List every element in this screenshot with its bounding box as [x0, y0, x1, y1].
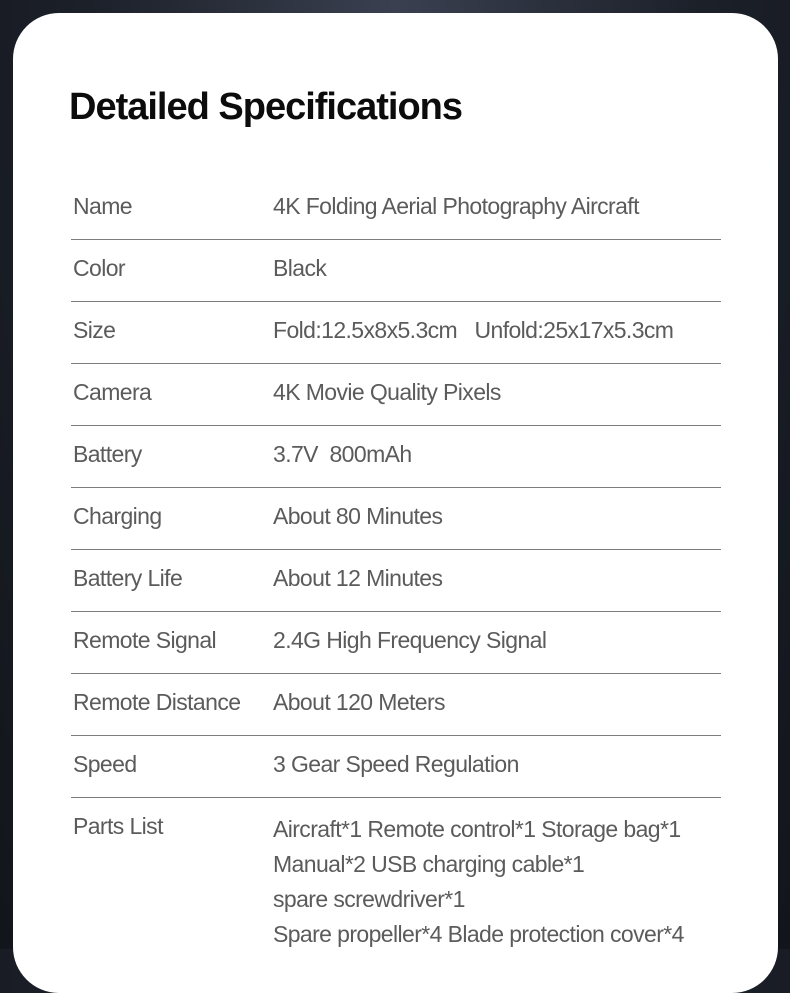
spec-label: Parts List [73, 813, 163, 839]
spec-value: 4K Folding Aerial Photography Aircraft [273, 193, 639, 219]
spec-row-battery-life [71, 550, 721, 612]
spec-row-color [71, 240, 721, 302]
spec-row-remote-distance [71, 674, 721, 736]
parts-line: Aircraft*1 Remote control*1 Storage bag*1 [273, 816, 681, 842]
spec-label: Remote Distance [73, 689, 241, 715]
parts-line: spare screwdriver*1 [273, 886, 465, 912]
spec-value: About 80 Minutes [273, 503, 443, 529]
spec-label: Battery [73, 441, 142, 467]
spec-value: Fold:12.5x8x5.3cm Unfold:25x17x5.3cm [273, 317, 674, 343]
spec-table [71, 178, 721, 958]
spec-label: Charging [73, 503, 162, 529]
spec-row-size [71, 302, 721, 364]
spec-value: 3.7V 800mAh [273, 441, 412, 467]
parts-line: Spare propeller*4 Blade protection cover*4 [273, 921, 684, 947]
spec-label: Remote Signal [73, 627, 217, 653]
spec-row-name [71, 178, 721, 240]
spec-row-battery [71, 426, 721, 488]
spec-row-camera [71, 364, 721, 426]
spec-value: Black [273, 255, 327, 281]
spec-value: 3 Gear Speed Regulation [273, 751, 519, 777]
spec-value: About 120 Meters [273, 689, 445, 715]
spec-label: Color [73, 255, 125, 281]
parts-line: Manual*2 USB charging cable*1 [273, 851, 585, 877]
spec-label: Battery Life [73, 565, 183, 591]
spec-label: Camera [73, 379, 152, 405]
spec-value: 2.4G High Frequency Signal [273, 627, 547, 653]
spec-row-parts-list [71, 798, 721, 958]
parts-list-value [273, 812, 684, 952]
spec-row-speed [71, 736, 721, 798]
spec-value: About 12 Minutes [273, 565, 443, 591]
spec-value: 4K Movie Quality Pixels [273, 379, 501, 405]
spec-row-charging [71, 488, 721, 550]
spec-row-remote-signal [71, 612, 721, 674]
spec-label: Name [73, 193, 132, 219]
page-title: Detailed Specifications [69, 86, 463, 128]
spec-label: Speed [73, 751, 137, 777]
spec-label: Size [73, 317, 116, 343]
